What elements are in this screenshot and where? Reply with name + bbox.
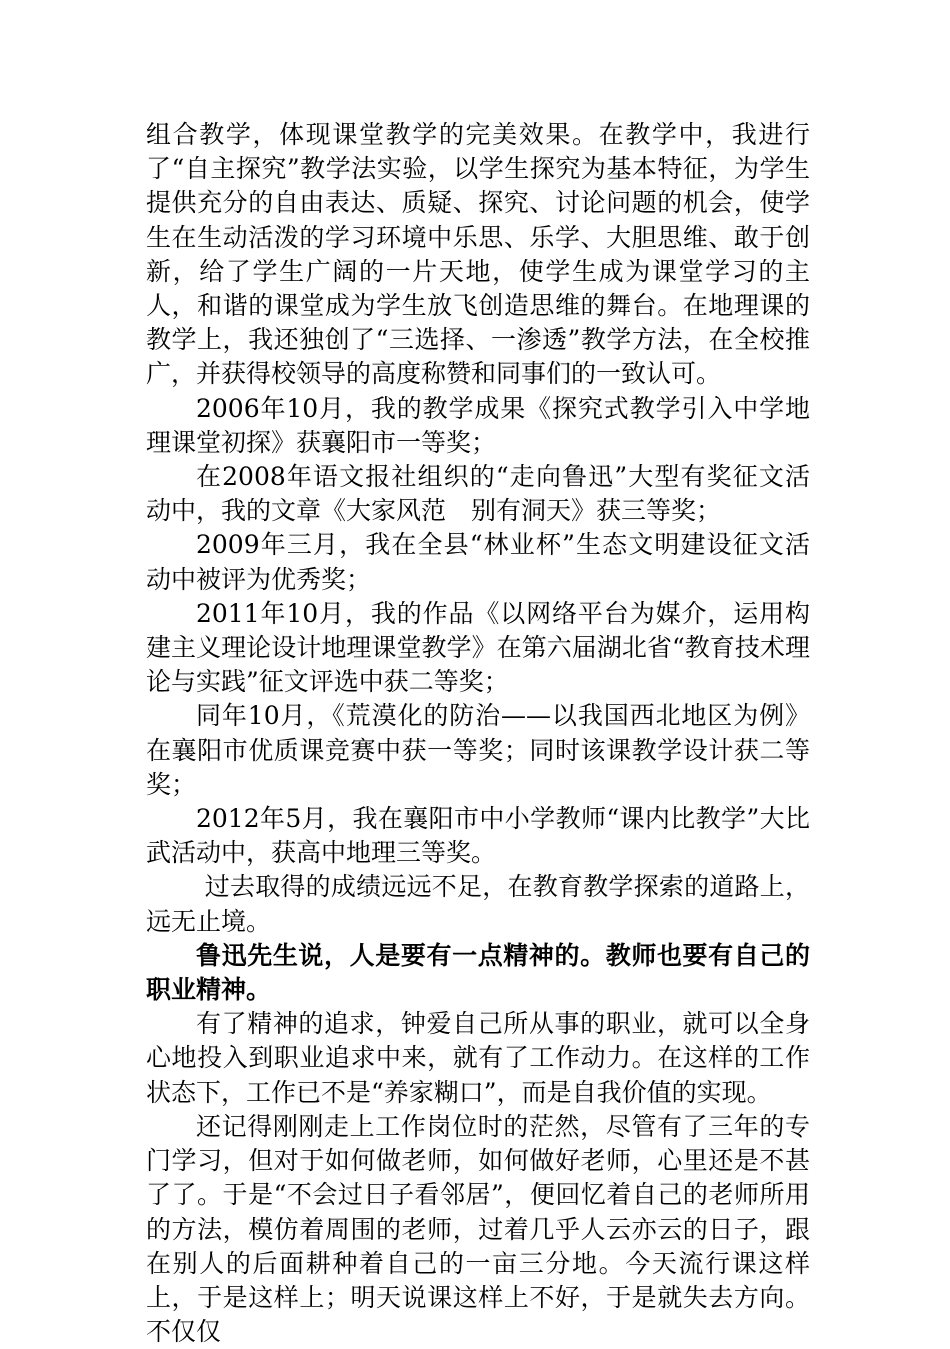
paragraph-award-2011: 2011年10月，我的作品《以网络平台为媒介，运用构建主义理论设计地理课堂教学》在第六届湖北省“教育技术理论与实践”征文评选中获二等奖； <box>146 598 810 697</box>
paragraph-award-2009: 2009年三月，我在全县“林业杯”生态文明建设征文活动中被评为优秀奖； <box>146 530 810 594</box>
paragraph-award-2012: 2012年5月，我在襄阳市中小学教师“课内比教学”大比武活动中，获高中地理三等奖。 <box>146 804 810 868</box>
paragraph-reflection: 过去取得的成绩远远不足，在教育教学探索的道路上，远无止境。 <box>146 872 810 936</box>
document-page <box>146 118 810 1349</box>
paragraph-spirit-pursuit: 有了精神的追求，钟爱自己所从事的职业，就可以全身心地投入到职业追求中来，就有了工作动力。在这样的工作状态下，工作已不是“养家糊口”，而是自我价值的实现。 <box>146 1009 810 1107</box>
paragraph-teaching-practice: 组合教学，体现课堂教学的完美效果。在教学中，我进行了“自主探究”教学法实验，以学生探究为基本特征，为学生提供充分的自由表达、质疑、探究、讨论问题的机会，使学生在生动活泼的学习环境中乐思、乐学、大胆思维、敢于创新，给了学生广阔的一片天地，使学生成为课堂学习的主人，和谐的课堂成为学生放飞创造思维的舞台。在地理课的教学上，我还独创了“三选择、一渗透”教学方法，在全校推广，并获得校领导的高度称赞和同事们的一致认可。 <box>146 120 810 389</box>
paragraph-award-2006: 2006年10月，我的教学成果《探究式教学引入中学地理课堂初探》获襄阳市一等奖； <box>146 393 810 457</box>
paragraph-award-same-year: 同年10月，《荒漠化的防治——以我国西北地区为例》在襄阳市优质课竞赛中获一等奖；同时该课教学设计获二等奖； <box>146 701 810 799</box>
paragraph-early-career: 还记得刚刚走上工作岗位时的茫然，尽管有了三年的专门学习，但对于如何做老师，如何做好老师，心里还是不甚了了。于是“不会过日子看邻居”，便回忆着自己的老师所用的方法，模仿着周围的老师，过着几乎人云亦云的日子，跟在别人的后面耕种着自己的一亩三分地。今天流行课这样上，于是这样上；明天说课这样上不好，于是就失去方向。不仅仅 <box>146 1111 810 1347</box>
section-heading-professional-spirit: 鲁迅先生说，人是要有一点精神的。教师也要有自己的职业精神。 <box>146 940 810 1005</box>
paragraph-award-2008: 在2008年语文报社组织的“走向鲁迅”大型有奖征文活动中，我的文章《大家风范 别有洞天》获三等奖； <box>146 462 810 526</box>
